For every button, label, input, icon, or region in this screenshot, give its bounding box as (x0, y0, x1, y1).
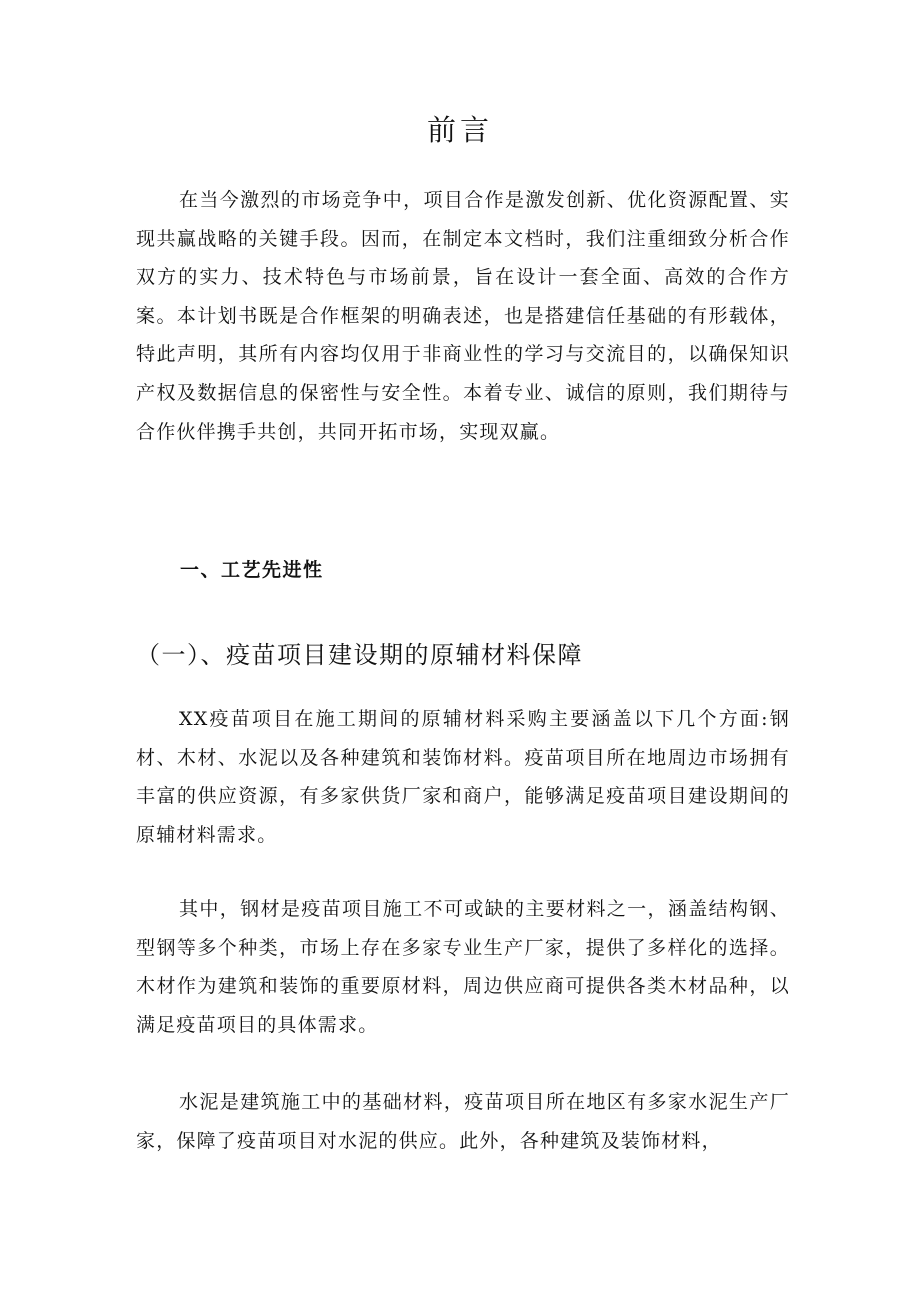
body-paragraph: XX疫苗项目在施工期间的原辅材料采购主要涵盖以下几个方面:钢材、木材、水泥以及各种建筑和装饰材料。疫苗项目所在地周边市场拥有丰富的供应资源，有多家供货厂家和商户，能够满足疫苗项目建设期间的原辅材料需求。 (136, 708, 790, 846)
page-title: 前言 (426, 113, 493, 147)
body-paragraph: 水泥是建筑施工中的基础材料，疫苗项目所在地区有多家水泥生产厂家，保障了疫苗项目对水泥的供应。此外，各种建筑及装饰材料， (136, 1091, 790, 1152)
preface-paragraph: 在当今激烈的市场竞争中，项目合作是激发创新、优化资源配置、实现共赢战略的关键手段。因而，在制定本文档时，我们注重细致分析合作双方的实力、技术特色与市场前景，旨在设计一套全面、高效的合作方案。本计划书既是合作框架的明确表述，也是搭建信任基础的有形载体，特此声明，其所有内容均仅用于非商业性的学习与交流目的，以确保知识产权及数据信息的保密性与安全性。本着专业、诚信的原则，我们期待与合作伙伴携手共创，共同开拓市场，实现双赢。 (136, 189, 790, 443)
section-heading: 一、工艺先进性 (180, 559, 324, 581)
subsection-heading: （一）、疫苗项目建设期的原辅材料保障 (136, 641, 583, 669)
body-paragraph: 其中，钢材是疫苗项目施工不可或缺的主要材料之一，涵盖结构钢、型钢等多个种类，市场上存在多家专业生产厂家，提供了多样化的选择。木材作为建筑和装饰的重要原材料，周边供应商可提供各类木材品种，以满足疫苗项目的具体需求。 (136, 898, 790, 1036)
